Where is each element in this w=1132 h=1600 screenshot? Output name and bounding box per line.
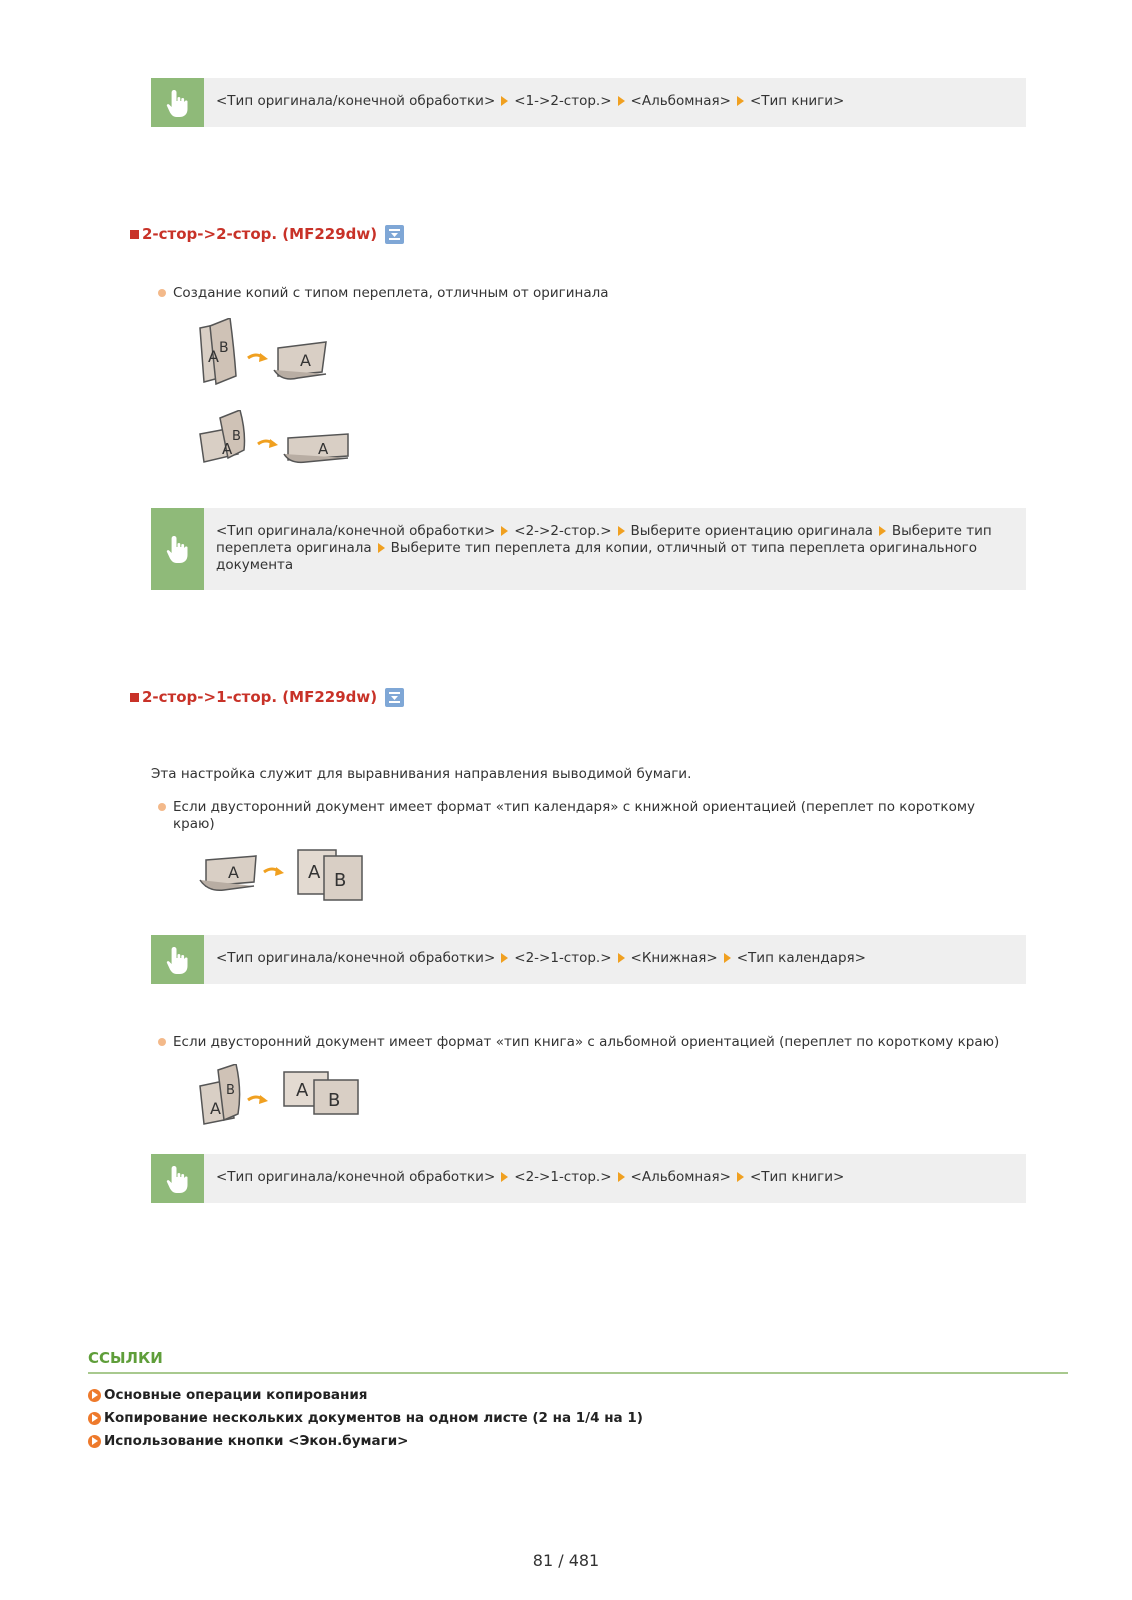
bullet-item: Создание копий с типом переплета, отличным от оригинала <box>158 285 609 302</box>
letter-b: B <box>328 1090 341 1111</box>
heading-text: 2-стор->1-стор. (MF229dw) <box>142 688 378 706</box>
step-4: <Тип книги> <box>749 1169 845 1185</box>
intro-text: Эта настройка служит для выравнивания направления выводимой бумаги. <box>151 766 692 782</box>
letter-a: A <box>296 1080 309 1101</box>
step-3: Выберите ориентацию оригинала <box>630 523 873 539</box>
square-bullet-icon <box>130 693 139 702</box>
link-arrow-icon <box>88 1389 101 1402</box>
hand-pointer-icon <box>151 1154 204 1203</box>
arrow-right-icon <box>618 96 625 106</box>
square-bullet-icon <box>130 230 139 239</box>
arrow-right-icon <box>879 526 886 536</box>
letter-a: A <box>208 347 219 366</box>
links-divider <box>88 1372 1068 1374</box>
download-arrow-icon[interactable] <box>385 225 404 244</box>
download-arrow-icon[interactable] <box>385 688 404 707</box>
link-basic-copy[interactable]: Основные операции копирования <box>88 1387 367 1403</box>
arrow-right-icon <box>378 543 385 553</box>
instruction-text <box>204 78 856 127</box>
section-heading <box>130 223 404 245</box>
step-4: <Тип календаря> <box>736 950 866 966</box>
step-2: <2->1-стор.> <box>514 1169 612 1185</box>
arrow-right-icon <box>501 526 508 536</box>
letter-a: A <box>210 1099 221 1118</box>
link-n-on-1[interactable]: Копирование нескольких документов на одном листе (2 на 1/4 на 1) <box>88 1410 643 1426</box>
step-4: Выберите тип переплета оригинала <box>216 523 992 556</box>
arrow-right-icon <box>737 96 744 106</box>
hand-pointer-icon <box>151 935 204 984</box>
bullet-dot-icon <box>158 803 166 811</box>
instruction-text <box>204 1154 856 1203</box>
arrow-right-icon <box>618 526 625 536</box>
bullet-dot-icon <box>158 289 166 297</box>
arrow-right-icon <box>501 1172 508 1182</box>
step-1: <Тип оригинала/конечной обработки> <box>216 1169 496 1185</box>
link-arrow-icon <box>88 1435 101 1448</box>
instruction-box <box>151 935 1026 984</box>
instruction-box <box>151 508 1026 590</box>
bullet-item: Если двусторонний документ имеет формат «тип книга» с альбомной ориентацией (переплет по короткому краю) <box>158 1034 1053 1051</box>
letter-a: A <box>300 351 311 370</box>
arrow-right-icon <box>618 1172 625 1182</box>
step-2: <1->2-стор.> <box>514 93 612 109</box>
step-3: <Альбомная> <box>630 93 731 109</box>
letter-a: A <box>308 862 321 883</box>
step-3: <Книжная> <box>630 950 718 966</box>
arrow-right-icon <box>618 953 625 963</box>
instruction-text <box>204 508 1026 590</box>
step-1: <Тип оригинала/конечной обработки> <box>216 93 496 109</box>
links-title: ССЫЛКИ <box>88 1349 163 1367</box>
link-arrow-icon <box>88 1412 101 1425</box>
letter-b: B <box>219 340 229 356</box>
illustration-book-to-calendar-landscape <box>198 410 358 474</box>
step-2: <2->2-стор.> <box>514 523 612 539</box>
illustration-calendar-to-sheets <box>198 848 368 908</box>
instruction-box <box>151 78 1026 127</box>
step-2: <2->1-стор.> <box>514 950 612 966</box>
instruction-text <box>204 935 878 984</box>
arrow-right-icon <box>724 953 731 963</box>
heading-text: 2-стор->2-стор. (MF229dw) <box>142 225 378 243</box>
bullet-item: Если двусторонний документ имеет формат «тип календаря» с книжной ориентацией (переплет по короткому краю) <box>158 799 1013 833</box>
letter-b: B <box>334 870 347 891</box>
step-4: <Тип книги> <box>749 93 845 109</box>
letter-b: B <box>232 429 241 444</box>
page-number: 81 / 481 <box>532 1551 600 1570</box>
arrow-right-icon <box>737 1172 744 1182</box>
letter-b: B <box>226 1083 235 1098</box>
step-1: <Тип оригинала/конечной обработки> <box>216 950 496 966</box>
link-paper-save[interactable]: Использование кнопки <Экон.бумаги> <box>88 1433 408 1449</box>
section-heading <box>130 686 404 708</box>
instruction-box <box>151 1154 1026 1203</box>
bullet-dot-icon <box>158 1038 166 1046</box>
hand-pointer-icon <box>151 508 204 590</box>
step-3: <Альбомная> <box>630 1169 731 1185</box>
arrow-right-icon <box>501 953 508 963</box>
letter-a: A <box>228 863 239 882</box>
illustration-book-to-sheets <box>198 1064 368 1130</box>
arrow-right-icon <box>501 96 508 106</box>
letter-a: A <box>222 440 233 458</box>
illustration-book-to-calendar <box>198 318 338 394</box>
hand-pointer-icon <box>151 78 204 127</box>
letter-a: A <box>318 440 329 458</box>
step-5: Выберите тип переплета для копии, отличный от типа переплета оригинального документа <box>216 540 978 573</box>
step-1: <Тип оригинала/конечной обработки> <box>216 523 496 539</box>
